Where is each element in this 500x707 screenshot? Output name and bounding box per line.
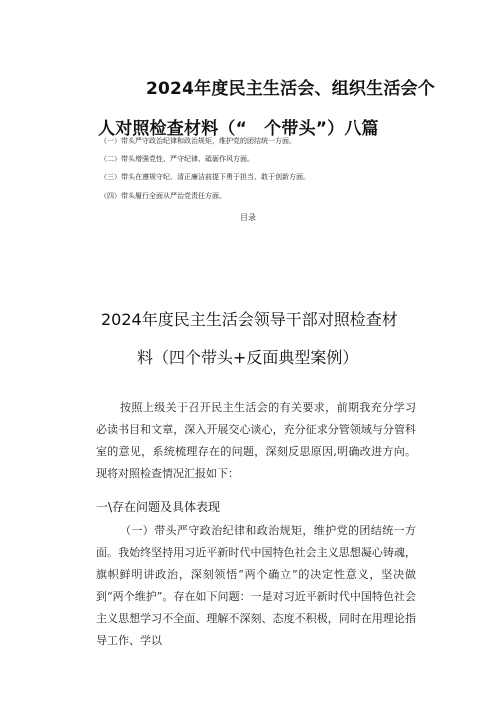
toc-item-4[interactable]: （四）带头履行全面从严治党责任方面。 <box>100 192 226 200</box>
document-title-line-2: 人对照检查材料（“ 个带头”）八篇 <box>98 119 379 139</box>
article-heading-line-1: 2024年度民主生活会领导干部对照检查材 <box>101 310 398 329</box>
section-paragraph: （一）带头严守政治纪律和政治规矩，维护党的团结统一方面。我始终坚持用习近平新时代中国特色社会主义思想凝心铸魂，旗帜鲜明讲政治，深刻领悟“两个确立”的决定性意义，坚决做到“两个维护”。存在如下问题：一是对习近平新时代中国特色社会主义思想学习不全面、理解不深刻、态度不积极，同时在用理论指导工作、学以 <box>96 524 416 647</box>
section-heading: 一\存在问题及具体表现 <box>96 500 221 514</box>
intro-paragraph: 按照上级关于召开民主生活会的有关要求，前期我充分学习必读书目和文章，深入开展交心谈心，充分征求分管领域与分管科室的意见，系统梳理存在的问题，深刻反思原因,明确改进方向。现将对照检查情况汇报如下： <box>96 401 416 480</box>
toc-item-2[interactable]: （二）带头增强党性、严守纪律、砥砺作风方面。 <box>100 155 254 163</box>
toc-item-3[interactable]: （三）带头在遵规守纪、清正廉洁前提下勇于担当、敢于创新方面。 <box>100 173 310 181</box>
document-title-line-1: 2024年度民主生活会、组织生活会个 <box>146 79 435 99</box>
article-heading-line-2: 料（四个带头+反面典型案例） <box>137 348 359 367</box>
toc-label: 目录 <box>240 213 256 222</box>
toc-item-1[interactable]: （一）带头严守政治纪律和政治规矩，维护党的团结统一方面。 <box>100 137 296 145</box>
